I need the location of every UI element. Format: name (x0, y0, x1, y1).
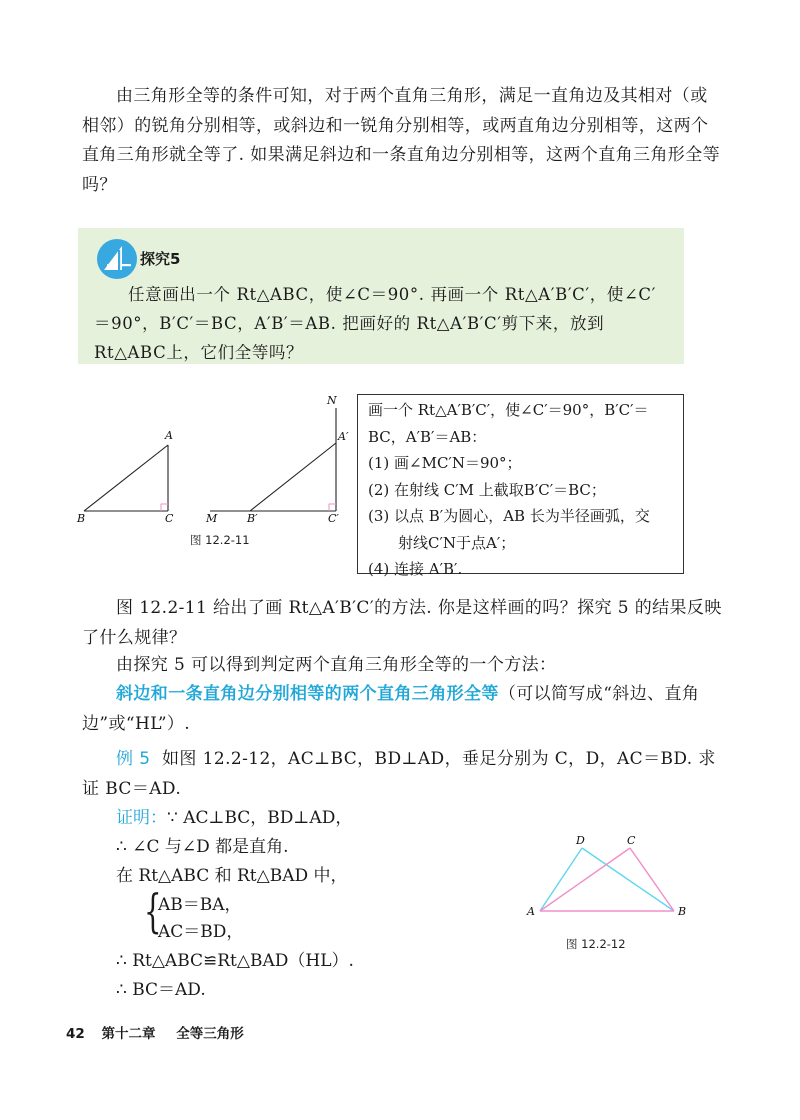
theorem-highlight: 斜边和一条直角边分别相等的两个直角三角形全等 (116, 684, 499, 704)
segment-ad (540, 848, 582, 911)
question-paragraph: 图 12.2-11 给出了画 Rt△A′B′C′的方法. 你是这样画的吗？探究 5 的结果反映了什么规律？ (82, 598, 722, 648)
explore-text: 任意画出一个 Rt△ABC，使∠C＝90°. 再画一个 Rt△A′B′C′，使∠C′＝90°，B′C′＝BC，A′B′＝AB. 把画好的 Rt△A′B′C′剪下来，放到 Rt△ABC上，它们全等吗？ (94, 285, 656, 362)
proof-line-4: ∴ Rt△ABC≌Rt△BAD（HL）. (116, 951, 354, 971)
figure-12-2-11 (74, 394, 354, 524)
label-a: A (527, 905, 535, 918)
label-n: N (327, 394, 337, 407)
example-paragraph (82, 745, 722, 804)
proof-label: 证明： (116, 808, 167, 828)
example-text: 如图 12.2-12，AC⊥BC，BD⊥AD，垂足分别为 C，D，AC＝BD. 求证 BC＝AD. (82, 749, 716, 799)
segment-cb (630, 848, 674, 911)
explore-box (78, 228, 684, 364)
intro-paragraph: 由三角形全等的条件可知，对于两个直角三角形，满足一直角边及其相对（或相邻）的锐角分别相等，或斜边和一锐角分别相等，或两直角边分别相等，这两个直角三角形就全等了. 如果满足斜边和一条直角边分别相等，这两个直角三角形全等吗？ (82, 86, 721, 195)
chapter-title: 全等三角形 (176, 1026, 244, 1042)
page-footer (66, 1022, 244, 1042)
proof-text-1: ∵ AC⊥BC，BD⊥AD， (167, 808, 353, 828)
example-label: 例 5 (116, 749, 151, 769)
label-b: B (77, 512, 86, 524)
label-b1: B′ (247, 512, 258, 524)
theorem-paragraph (82, 680, 722, 739)
figure-12-2-12-caption: 图 12.2-12 (566, 937, 626, 951)
label-m: M (206, 512, 218, 524)
proof-system-2: AC＝BD， (158, 922, 244, 942)
segment-db (582, 848, 674, 911)
figure-12-2-11-caption: 图 12.2-11 (190, 533, 250, 547)
step-line: (3) 以点 B′为圆心，AB 长为半径画弧，交 (368, 507, 650, 525)
segment-ac (540, 848, 630, 911)
proof-system-1: AB＝BA， (158, 895, 242, 915)
label-b: B (678, 905, 687, 918)
label-d: D (576, 834, 585, 847)
step-line: 射线C′N于点A′； (398, 533, 516, 552)
label-c: C (627, 834, 636, 847)
explore-icon (96, 238, 138, 280)
construction-steps-box (357, 394, 684, 578)
method-intro: 由探究 5 可以得到判定两个直角三角形全等的一个方法： (116, 655, 557, 675)
step-line: (2) 在射线 C′M 上截取B′C′＝BC； (368, 480, 606, 499)
figure-12-2-12 (520, 832, 700, 928)
explore-title: 探究5 (140, 250, 181, 268)
step-line: (1) 画∠MC′N＝90°； (368, 454, 522, 472)
proof-line-1 (116, 803, 352, 828)
theorem-rest: （可以简写成“斜边、直角边”或“HL”）. (82, 684, 700, 734)
label-c: C (165, 512, 174, 524)
segment-a1b1 (250, 443, 336, 511)
step-line: BC，A′B′＝AB： (368, 427, 487, 446)
step-line: (4) 连接 A′B′. (368, 560, 463, 578)
proof-line-2: ∴ ∠C 与∠D 都是直角. (116, 837, 289, 857)
label-c1: C′ (328, 512, 339, 524)
label-a: A (165, 429, 173, 442)
proof-line-3: 在 Rt△ABC 和 Rt△BAD 中， (116, 866, 348, 886)
right-angle-mark-c (161, 504, 168, 511)
step-line: 画一个 Rt△A′B′C′，使∠C′＝90°，B′C′＝ (368, 401, 649, 419)
page-number: 42 (66, 1026, 85, 1042)
proof-line-5: ∴ BC＝AD. (116, 980, 206, 1000)
system-brace: { (144, 884, 162, 938)
label-a1: A′ (338, 430, 349, 443)
triangle-abc-hypotenuse (84, 445, 168, 511)
right-angle-mark-c1 (329, 504, 336, 511)
chapter-label: 第十二章 (101, 1026, 156, 1042)
